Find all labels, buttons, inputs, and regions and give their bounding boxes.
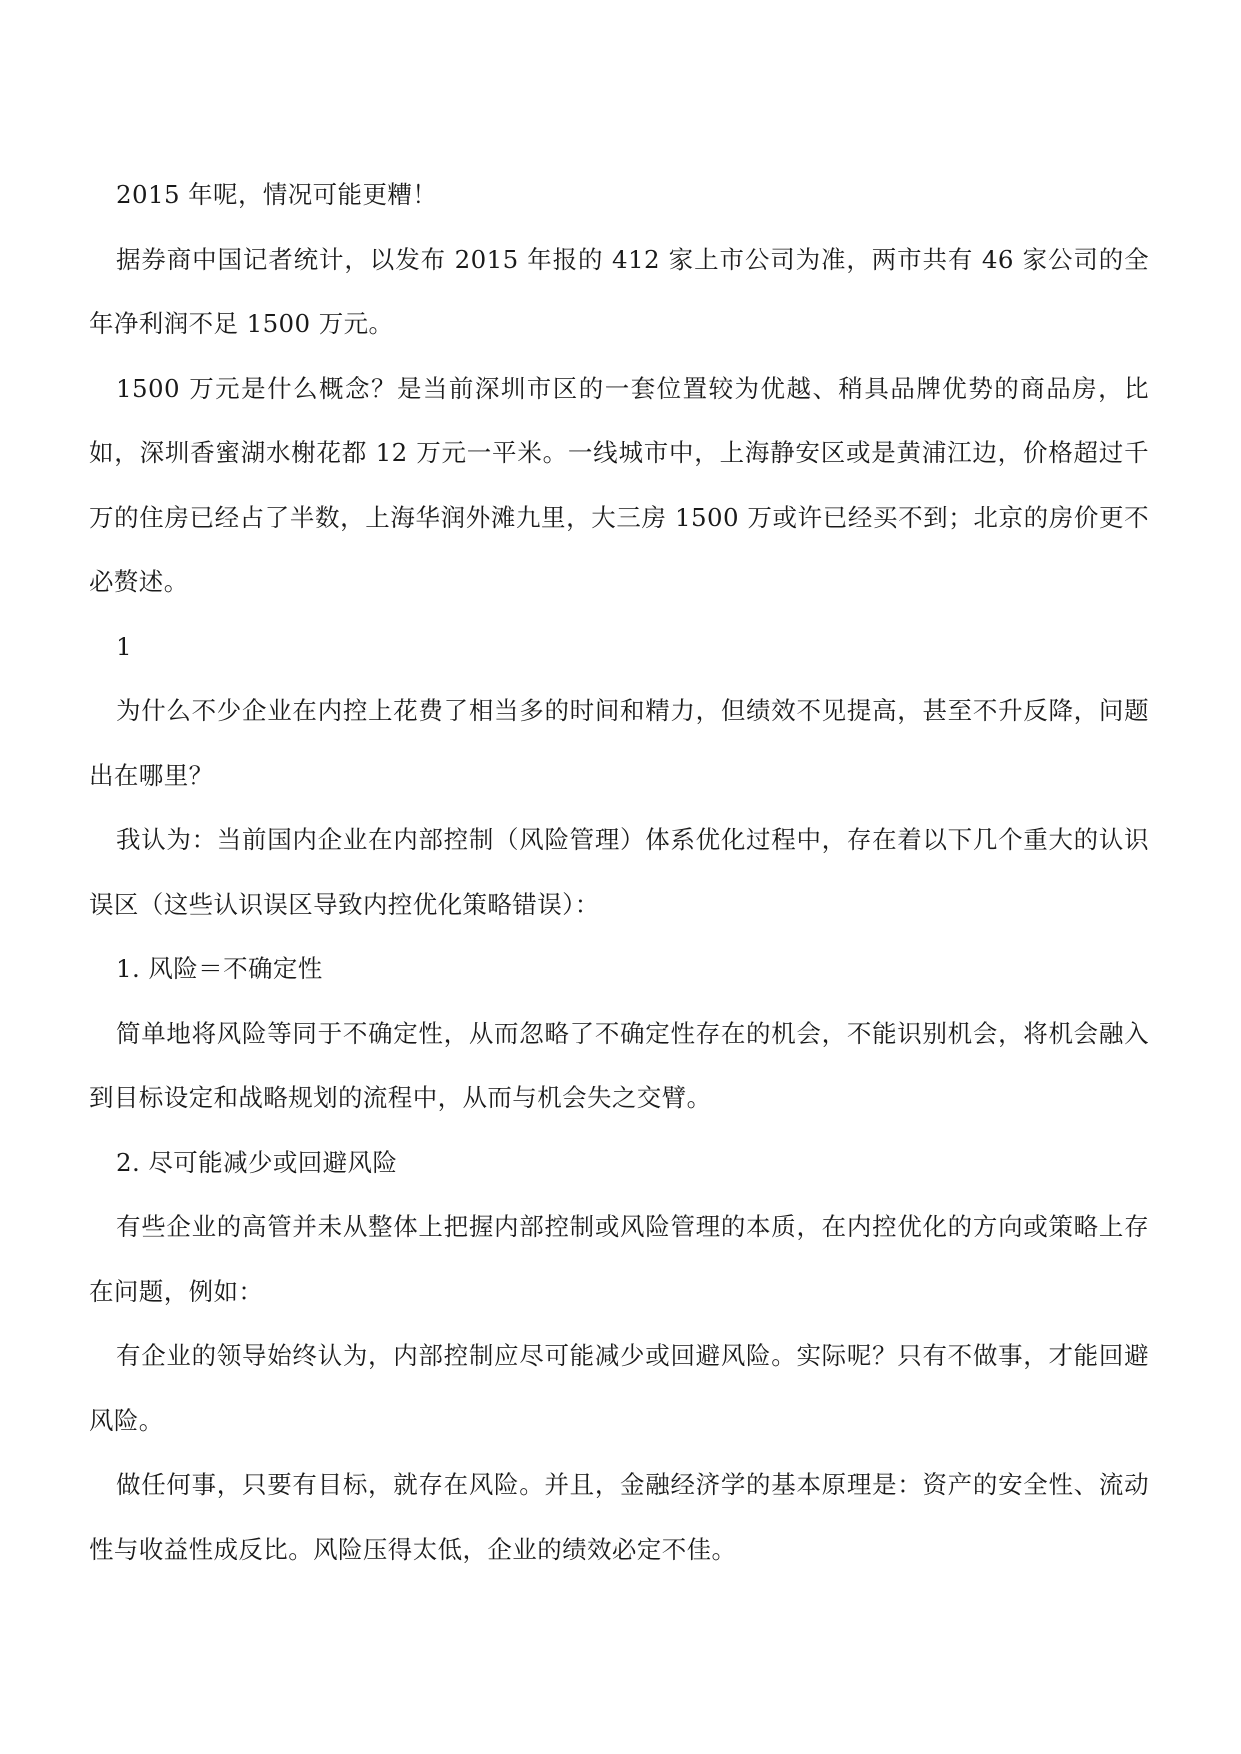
- document-body: [89, 163, 1149, 1582]
- heading-reduce-risk: 2. 尽可能减少或回避风险: [116, 1147, 398, 1177]
- paragraph-question: 为什么不少企业在内控上花费了相当多的时间和精力，但绩效不见提高，甚至不升反降，问题出在哪里？: [89, 696, 1149, 790]
- section-number: 1: [116, 631, 132, 661]
- paragraph-executives: 有些企业的高管并未从整体上把握内部控制或风险管理的本质，在内控优化的方向或策略上存在问题，例如：: [89, 1212, 1149, 1306]
- paragraph-intro: 2015 年呢，情况可能更糟！: [116, 180, 438, 209]
- paragraph-leaders: 有企业的领导始终认为，内部控制应尽可能减少或回避风险。实际呢？只有不做事，才能回避风险。: [89, 1341, 1149, 1435]
- paragraph-opinion: 我认为：当前国内企业在内部控制（风险管理）体系优化过程中，存在着以下几个重大的认识误区（这些认识误区导致内控优化策略错误）：: [89, 825, 1149, 919]
- paragraph-housing-price: 1500 万元是什么概念？是当前深圳市区的一套位置较为优越、稍具品牌优势的商品房，比如，深圳香蜜湖水榭花都 12 万元一平米。一线城市中，上海静安区或是黄浦江边，价格超过千万的住房已经占了半数，上海华润外滩九里，大三房 1500 万或许已经买不到；北京的房价更不必赘述。: [89, 373, 1149, 596]
- paragraph-statistics: 据券商中国记者统计，以发布 2015 年报的 412 家上市公司为准，两市共有 46 家公司的全年净利润不足 1500 万元。: [89, 244, 1149, 338]
- paragraph-conclusion: 做任何事，只要有目标，就存在风险。并且，金融经济学的基本原理是：资产的安全性、流动性与收益性成反比。风险压得太低，企业的绩效必定不佳。: [89, 1470, 1149, 1564]
- heading-risk-uncertainty: 1. 风险＝不确定性: [116, 954, 323, 983]
- paragraph-risk-uncertainty: 简单地将风险等同于不确定性，从而忽略了不确定性存在的机会，不能识别机会，将机会融入到目标设定和战略规划的流程中，从而与机会失之交臂。: [89, 1018, 1149, 1112]
